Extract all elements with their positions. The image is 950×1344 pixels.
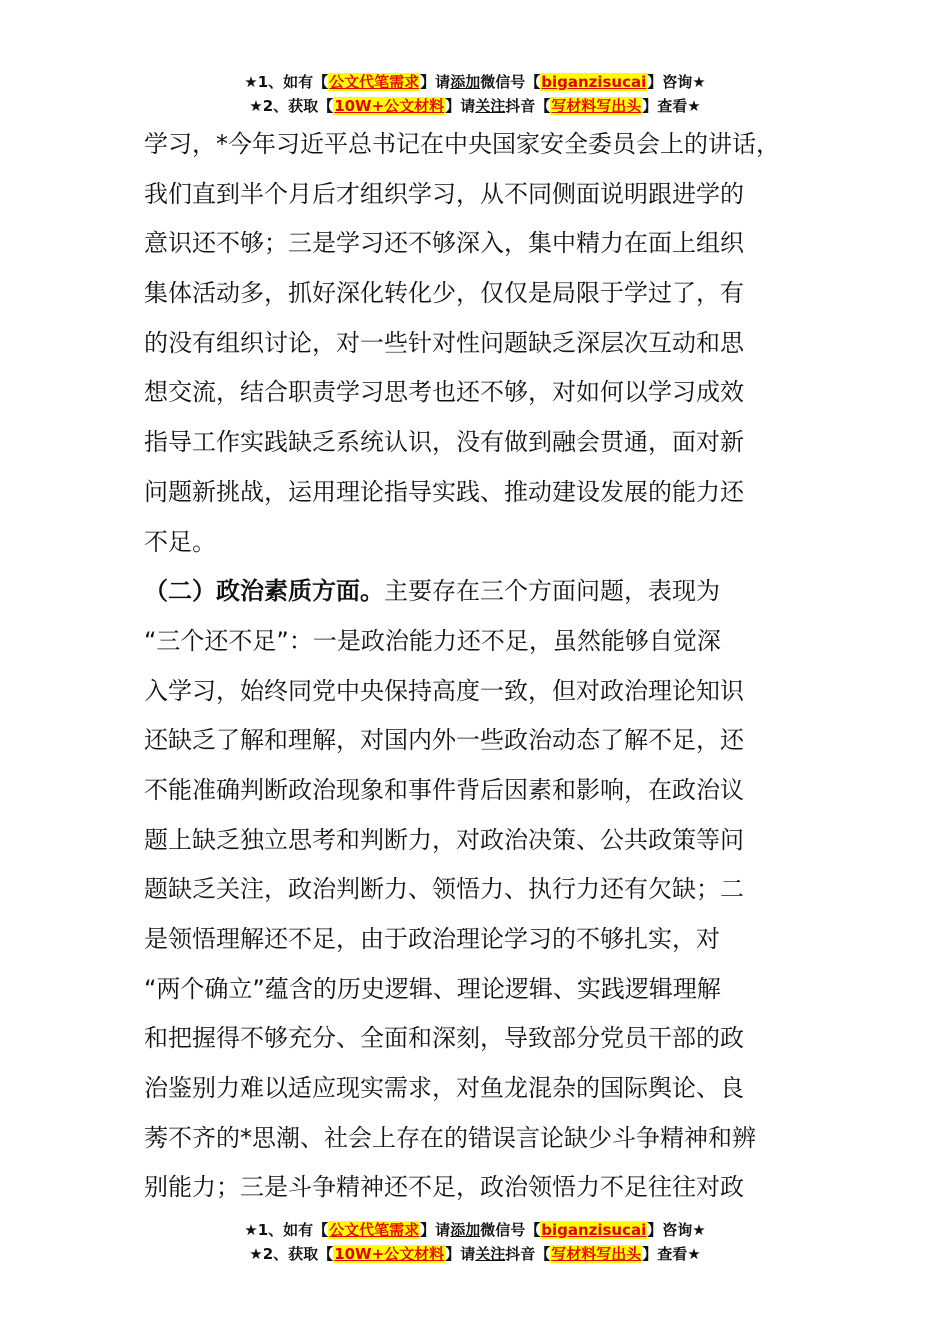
banner-line-1: ★1、如有【公文代笔需求】请添加微信号【biganzisucai】咨询★ bbox=[244, 1221, 706, 1239]
body-line: 题缺乏关注，政治判断力、领悟力、执行力还有欠缺；二 bbox=[144, 875, 744, 904]
banner-highlight: biganzisucai bbox=[541, 73, 647, 91]
body-line: 不足。 bbox=[144, 527, 216, 556]
body-line: 入学习，始终同党中央保持高度一致，但对政治理论知识 bbox=[144, 676, 744, 705]
body-line: “三个还不足”：一是政治能力还不足，虽然能够自觉深 bbox=[144, 626, 721, 655]
banner-highlight: biganzisucai bbox=[541, 1221, 647, 1239]
body-line: 意识还不够；三是学习还不够深入，集中精力在面上组织 bbox=[144, 229, 744, 258]
banner-line-2: ★2、获取【10W+公文材料】请关注抖音【写材料写出头】查看★ bbox=[249, 1245, 701, 1263]
body-line: 是领悟理解还不足，由于政治理论学习的不够扎实，对 bbox=[144, 925, 720, 953]
section-heading: （二）政治素质方面。 bbox=[144, 577, 384, 606]
body-line: 别能力；三是斗争精神还不足，政治领悟力不足往往对政 bbox=[144, 1173, 744, 1202]
banner-line-2: ★2、获取【10W+公文材料】请关注抖音【写材料写出头】查看★ bbox=[249, 97, 701, 115]
banner-highlight: 10W+公文材料 bbox=[334, 1245, 445, 1263]
banner-highlight: 10W+公文材料 bbox=[334, 97, 445, 115]
banner-highlight: 公文代笔需求 bbox=[329, 73, 420, 91]
banner-highlight: 写材料写出头 bbox=[551, 97, 642, 115]
body-line: 集体活动多，抓好深化转化少，仅仅是局限于学过了，有 bbox=[144, 279, 744, 308]
body-line: 指导工作实践缺乏系统认识，没有做到融会贯通，面对新 bbox=[144, 428, 744, 457]
body-line: 学习，*今年习近平总书记在中央国家安全委员会上的讲话， bbox=[144, 130, 780, 158]
banner-highlight: 写材料写出头 bbox=[551, 1245, 642, 1263]
body-line: 的没有组织讨论，对一些针对性问题缺乏深层次互动和思 bbox=[144, 328, 744, 357]
body-line: “两个确立”蕴含的历史逻辑、理论逻辑、实践逻辑理解 bbox=[144, 974, 721, 1003]
body-line: 莠不齐的*思潮、社会上存在的错误言论缺少斗争精神和辨 bbox=[144, 1123, 756, 1152]
section-heading-line: （二）政治素质方面。主要存在三个方面问题，表现为 bbox=[144, 577, 720, 606]
body-line: 我们直到半个月后才组织学习，从不同侧面说明跟进学的 bbox=[144, 179, 744, 208]
body-line: 还缺乏了解和理解，对国内外一些政治动态了解不足，还 bbox=[144, 726, 744, 755]
footer-banner bbox=[0, 1218, 950, 1266]
banner-highlight: 公文代笔需求 bbox=[329, 1221, 420, 1239]
banner-line-1: ★1、如有【公文代笔需求】请添加微信号【biganzisucai】咨询★ bbox=[244, 73, 706, 91]
document-body bbox=[144, 120, 824, 1213]
body-line: 治鉴别力难以适应现实需求，对鱼龙混杂的国际舆论、良 bbox=[144, 1074, 744, 1103]
body-line: 问题新挑战，运用理论指导实践、推动建设发展的能力还 bbox=[144, 477, 744, 506]
header-banner bbox=[0, 70, 950, 118]
body-line: 不能准确判断政治现象和事件背后因素和影响，在政治议 bbox=[144, 775, 744, 804]
body-line: 题上缺乏独立思考和判断力，对政治决策、公共政策等问 bbox=[144, 825, 744, 854]
body-line: 想交流，结合职责学习思考也还不够，对如何以学习成效 bbox=[144, 378, 744, 407]
body-line: 和把握得不够充分、全面和深刻，导致部分党员干部的政 bbox=[144, 1024, 744, 1053]
